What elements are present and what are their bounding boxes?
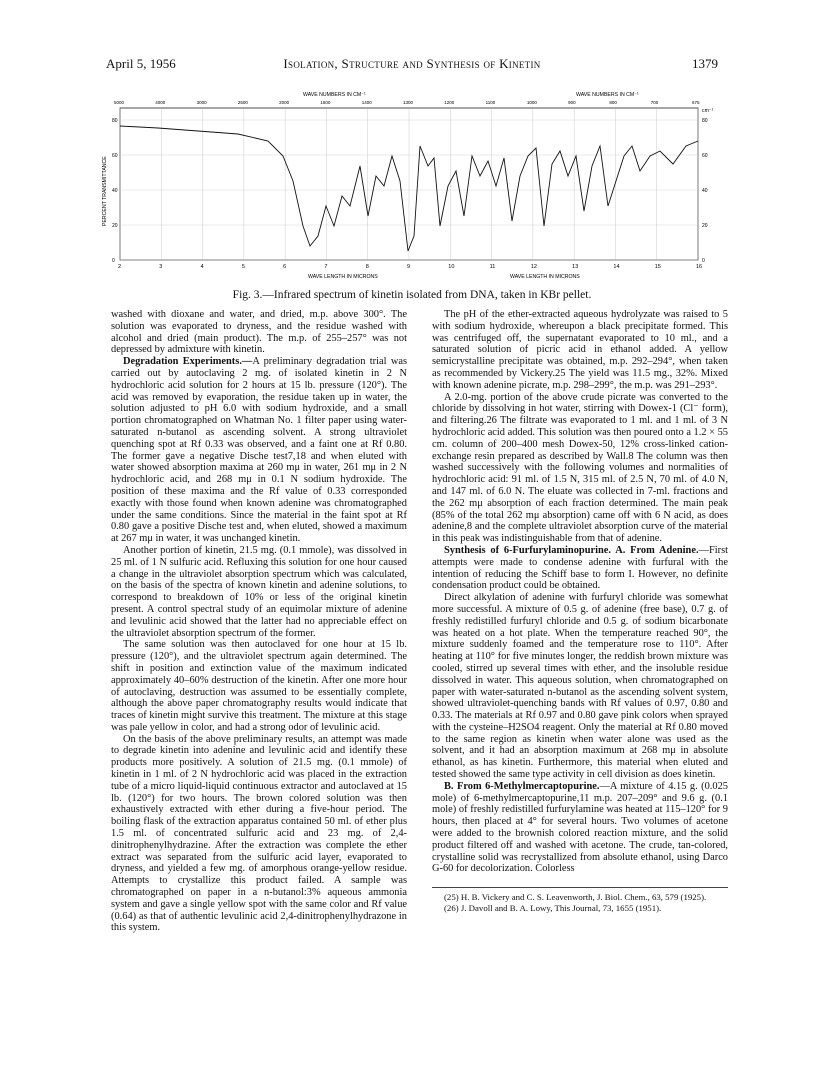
top-tick-label: 1400 — [361, 100, 372, 105]
corner-unit-label: cm⁻¹ — [702, 108, 714, 114]
footnote: (26) J. Davoll and B. A. Lowy, This Journal, 73, 1655 (1951). — [444, 903, 662, 914]
top-tick-label: 3000 — [196, 100, 207, 105]
bottom-tick-label: 12 — [530, 264, 537, 270]
top-tick-label: 700 — [650, 100, 659, 105]
y-tick-label: 20 — [112, 223, 118, 229]
bottom-tick-label: 8 — [365, 264, 369, 270]
paragraph: Degradation Experiments.—A preliminary degradation trial was carried out by autoclaving 2 mg. of isolated kinetin in 2 N hydrochloric acid solution for 2 hours at 15 lb. pressure (120°). The acid was removed by evaporation, the residue taken up in water, the solution adjusted to pH 6.0 with sodium hydroxide, and a small portion chromatographed on Whatman No. 1 filter paper using water-saturated n-butanol as ascending solvent. A strong ultraviolet quenching spot at Rf 0.33 was observed, and a faint one at Rf 0.80. The former gave a negative Dische test7,18 and when eluted with water showed absorption maxima at 260 mμ in water, 261 mμ in 2 N hydrochloric acid, and 268 mμ in 0.1 N sodium hydroxide. The position of these maxima and the Rf value of 0.33 corresponded exactly with those found when known adenine was chromatographed under the same conditions. Since the material in the faint spot at Rf 0.80 gave a positive Dische test and, when eluted, showed a maximum at 267 mμ in water, it was unchanged kinetin. — [111, 356, 407, 545]
bottom-axis-ticks — [118, 264, 702, 270]
bottom-tick-label: 14 — [613, 264, 620, 270]
y-tick-label: 20 — [702, 223, 708, 229]
top-tick-label: 800 — [609, 100, 617, 105]
footnotes — [432, 887, 728, 914]
bottom-axis-label-left: WAVE LENGTH IN MICRONS — [308, 274, 378, 280]
y-tick-label: 60 — [702, 153, 708, 159]
top-tick-label: 4000 — [155, 100, 166, 105]
y-axis-ticks — [112, 118, 708, 264]
bottom-tick-label: 5 — [241, 264, 245, 270]
paragraph: Another portion of kinetin, 21.5 mg. (0.1 mmole), was dissolved in 25 ml. of 1 N sulfuric acid. Refluxing this solution for one hour caused a change in the ultraviolet absorption spectrum which was calculated, on the basis of the spectra of known kinetin and adenine solutions, to correspond to breakdown of 10% or less of the original kinetin present. A control spectral study of an equimolar mixture of adenine and levulinic acid showed that the latter had no appreciable effect on the ultraviolet absorption spectrum of the former. — [111, 544, 407, 639]
bottom-tick-label: 6 — [283, 264, 287, 270]
paragraph: B. From 6-Methylmercaptopurine.—A mixture of 4.15 g. (0.025 mole) of 6-methylmercaptopurine,11 m.p. 207–209° and 9.6 g. (0.1 mole) of freshly redistilled furfurylamine was heated at 115–120° for 9 hours, then placed at 4° for several hours. Two volumes of acetone were added to the brownish colored reaction mixture, and the solid product filtered off and washed with acetone. The crude, tan-colored, crystalline solid was recrystallized from absolute ethanol, using Darco G-60 for decolorization. Colorless — [432, 780, 728, 875]
top-tick-label: 1100 — [485, 100, 496, 105]
paragraph: The pH of the ether-extracted aqueous hydrolyzate was raised to 5 with sodium hydroxide, whereupon a black precipitate formed. This was centrifuged off, the supernatant evaporated to 10 ml., and a saturated solution of picric acid in ethanol added. A yellow semicrystalline precipitate was obtained, m.p. 292–294°, when taken as recommended by Vickery.25 The yield was 11.5 mg., 32%. Mixed with known adenine picrate, m.p. 298–299°, the m.p. was 291–293°. — [432, 309, 728, 391]
y-tick-label: 0 — [112, 258, 115, 264]
section-heading: B. From 6-Methylmercaptopurine. — [444, 780, 600, 792]
y-tick-label: 80 — [702, 118, 708, 124]
top-axis-label-right: WAVE NUMBERS IN CM⁻¹ — [576, 92, 639, 98]
top-tick-label: 5000 — [114, 100, 125, 105]
top-axis-label-left: WAVE NUMBERS IN CM⁻¹ — [303, 92, 366, 98]
section-heading: Degradation Experiments.— — [123, 356, 253, 368]
section-heading: Synthesis of 6-Furfurylaminopurine. A. From Adenine. — [444, 544, 699, 556]
top-tick-label: 1200 — [444, 100, 455, 105]
header-page-number: 1379 — [692, 56, 718, 71]
paragraph: Synthesis of 6-Furfurylaminopurine. A. From Adenine.—First attempts were made to condense adenine with furfural with the intention of reducing the Schiff base to form I. However, no definite condensation product could be obtained. — [432, 544, 728, 592]
y-tick-label: 80 — [112, 118, 118, 124]
bottom-tick-label: 7 — [324, 264, 328, 270]
y-tick-label: 60 — [112, 153, 118, 159]
top-tick-label: 1500 — [320, 100, 331, 105]
top-tick-label: 1000 — [526, 100, 537, 105]
bottom-tick-label: 9 — [407, 264, 411, 270]
paragraph: Direct alkylation of adenine with furfuryl chloride was somewhat more successful. A mixture of 0.5 g. of adenine (free base), 0.7 g. of freshly redistilled furfuryl chloride and 0.5 g. of sodium bicarbonate was heated on a hot plate. When the temperature reached 90°, the mixture suddenly foamed and the temperature rose to 110°. After heating at 110° for five minutes longer, the reddish brown mixture was cooled, stirred up several times with ether, and the insoluble residue dissolved in water. This aqueous solution, when chromatographed on paper with water-saturated n-butanol as the ascending solvent system, showed ultraviolet-quenching bands with Rf values of 0.97, 0.80 and 0.33. The materials at Rf 0.97 and 0.80 gave pink colors when sprayed with the cysteine–H2SO4 reagent. Only the material at Rf 0.80 moved to the same region as kinetin when water alone was used as the solvent, and it had an absorption maximum at 268 mμ in absolute ethanol, as has kinetin. Furthermore, this material when eluted and tested showed the same type activity in cell division as does kinetin. — [432, 592, 728, 781]
top-tick-label: 675 — [692, 100, 700, 105]
header-title: Isolation, Structure and Synthesis of Kinetin — [283, 56, 541, 71]
bottom-tick-label: 2 — [118, 264, 122, 270]
top-tick-label: 1300 — [403, 100, 414, 105]
top-tick-label: 2000 — [279, 100, 290, 105]
top-tick-label: 2500 — [237, 100, 248, 105]
y-tick-label: 40 — [702, 188, 708, 194]
bottom-axis-label-right: WAVE LENGTH IN MICRONS — [510, 274, 580, 280]
paragraph: The same solution was then autoclaved for one hour at 15 lb. pressure (120°), and the ultraviolet spectrum again determined. The shift in position and extinction value of the maximum indicated approximately 40–60% destruction of the kinetin. After one more hour of autoclaving, destruction was assumed to be essentially complete, although the above paper chromatography results would indicate that traces of kinetin might survive this treatment. The mixture at this stage was pale yellow in color, and had a strong odor of levulinic acid. — [111, 639, 407, 733]
bottom-tick-label: 10 — [448, 264, 455, 270]
ir-spectrum-figure — [98, 86, 730, 286]
bottom-tick-label: 4 — [200, 264, 204, 270]
bottom-tick-label: 11 — [489, 264, 496, 270]
y-tick-label: 40 — [112, 188, 118, 194]
paragraph: On the basis of the above preliminary results, an attempt was made to degrade kinetin into adenine and levulinic acid and identify these products more positively. A solution of 21.5 mg. (0.1 mmole) of kinetin in 1 ml. of 2 N hydrochloric acid was placed in the extraction tube of a micro liquid-liquid continuous extractor and autoclaved at 15 lb. (120°) for two hours. The brown colored solution was then exhaustively extracted with ether during a five-hour period. The boiling flask of the extraction apparatus contained 50 ml. of ether plus 1.5 ml. of concentrated sulfuric acid and 23 mg. of 2,4-dinitrophenylhydrazine. After the extraction was complete the ether extract was separated from the sulfuric acid layer, evaporated to dryness, and yielded a few mg. of amorphous orange-yellow residue. Attempts to crystallize this product failed. A sample was chromatographed on paper in a n-butanol:3% aqueous ammonia system and gave a single yellow spot with the same color and Rf value (0.64) as that of authentic levulinic acid 2,4-dinitrophenylhydrazone in this system. — [111, 733, 407, 934]
bottom-tick-label: 3 — [159, 264, 163, 270]
paragraph: A 2.0-mg. portion of the above crude picrate was converted to the chloride by dissolving in hot water, stirring with Dowex-1 (Cl⁻ form), and filtering.26 The filtrate was evaporated to 1 ml. and 1 ml. of 3 N hydrochloric acid added. This solution was then poured onto a 1.2 × 55 cm. column of 200–400 mesh Dowex-50, 12% cross-linked cation-exchange resin prepared as described by Wall.8 The column was then washed successively with the following volumes and normalities of hydrochloric acid: 91 ml. of 1.5 N, 315 ml. of 2.5 N, 70 ml. of 4.0 N, and 147 ml. of 6.0 N. The eluate was collected in 7-ml. fractions and the 262 mμ absorption of each fraction determined. The main peak (85% of the total 262 mμ absorption) came off with 6 N acid, as does adenine,8 and the complete ultraviolet absorption curve of the material in this peak was indistinguishable from that of adenine. — [432, 391, 728, 545]
paragraph: washed with dioxane and water, and dried, m.p. above 300°. The solution was evaporated to dryness, and the residue washed with alcohol and dried (main product). The m.p. of 255–257° was not depressed by admixture with kinetin. — [111, 309, 407, 356]
header-date: April 5, 1956 — [106, 56, 176, 71]
bottom-tick-label: 15 — [654, 264, 661, 270]
bottom-tick-label: 13 — [572, 264, 579, 270]
right-column — [432, 309, 728, 914]
ir-spectrum-plot — [98, 86, 730, 286]
page-header — [106, 56, 718, 76]
footnote: (25) H. B. Vickery and C. S. Leavenworth, J. Biol. Chem., 63, 579 (1925). — [444, 892, 707, 903]
plot-grid — [120, 108, 698, 260]
top-tick-label: 900 — [568, 100, 576, 105]
left-column — [111, 309, 407, 934]
bottom-tick-label: 16 — [696, 264, 703, 270]
y-tick-label: 0 — [702, 258, 705, 264]
top-axis-ticks — [114, 100, 700, 105]
y-axis-label: PERCENT TRANSMITTANCE — [102, 156, 108, 226]
figure-caption: Fig. 3.—Infrared spectrum of kinetin isolated from DNA, taken in KBr pellet. — [232, 289, 592, 301]
